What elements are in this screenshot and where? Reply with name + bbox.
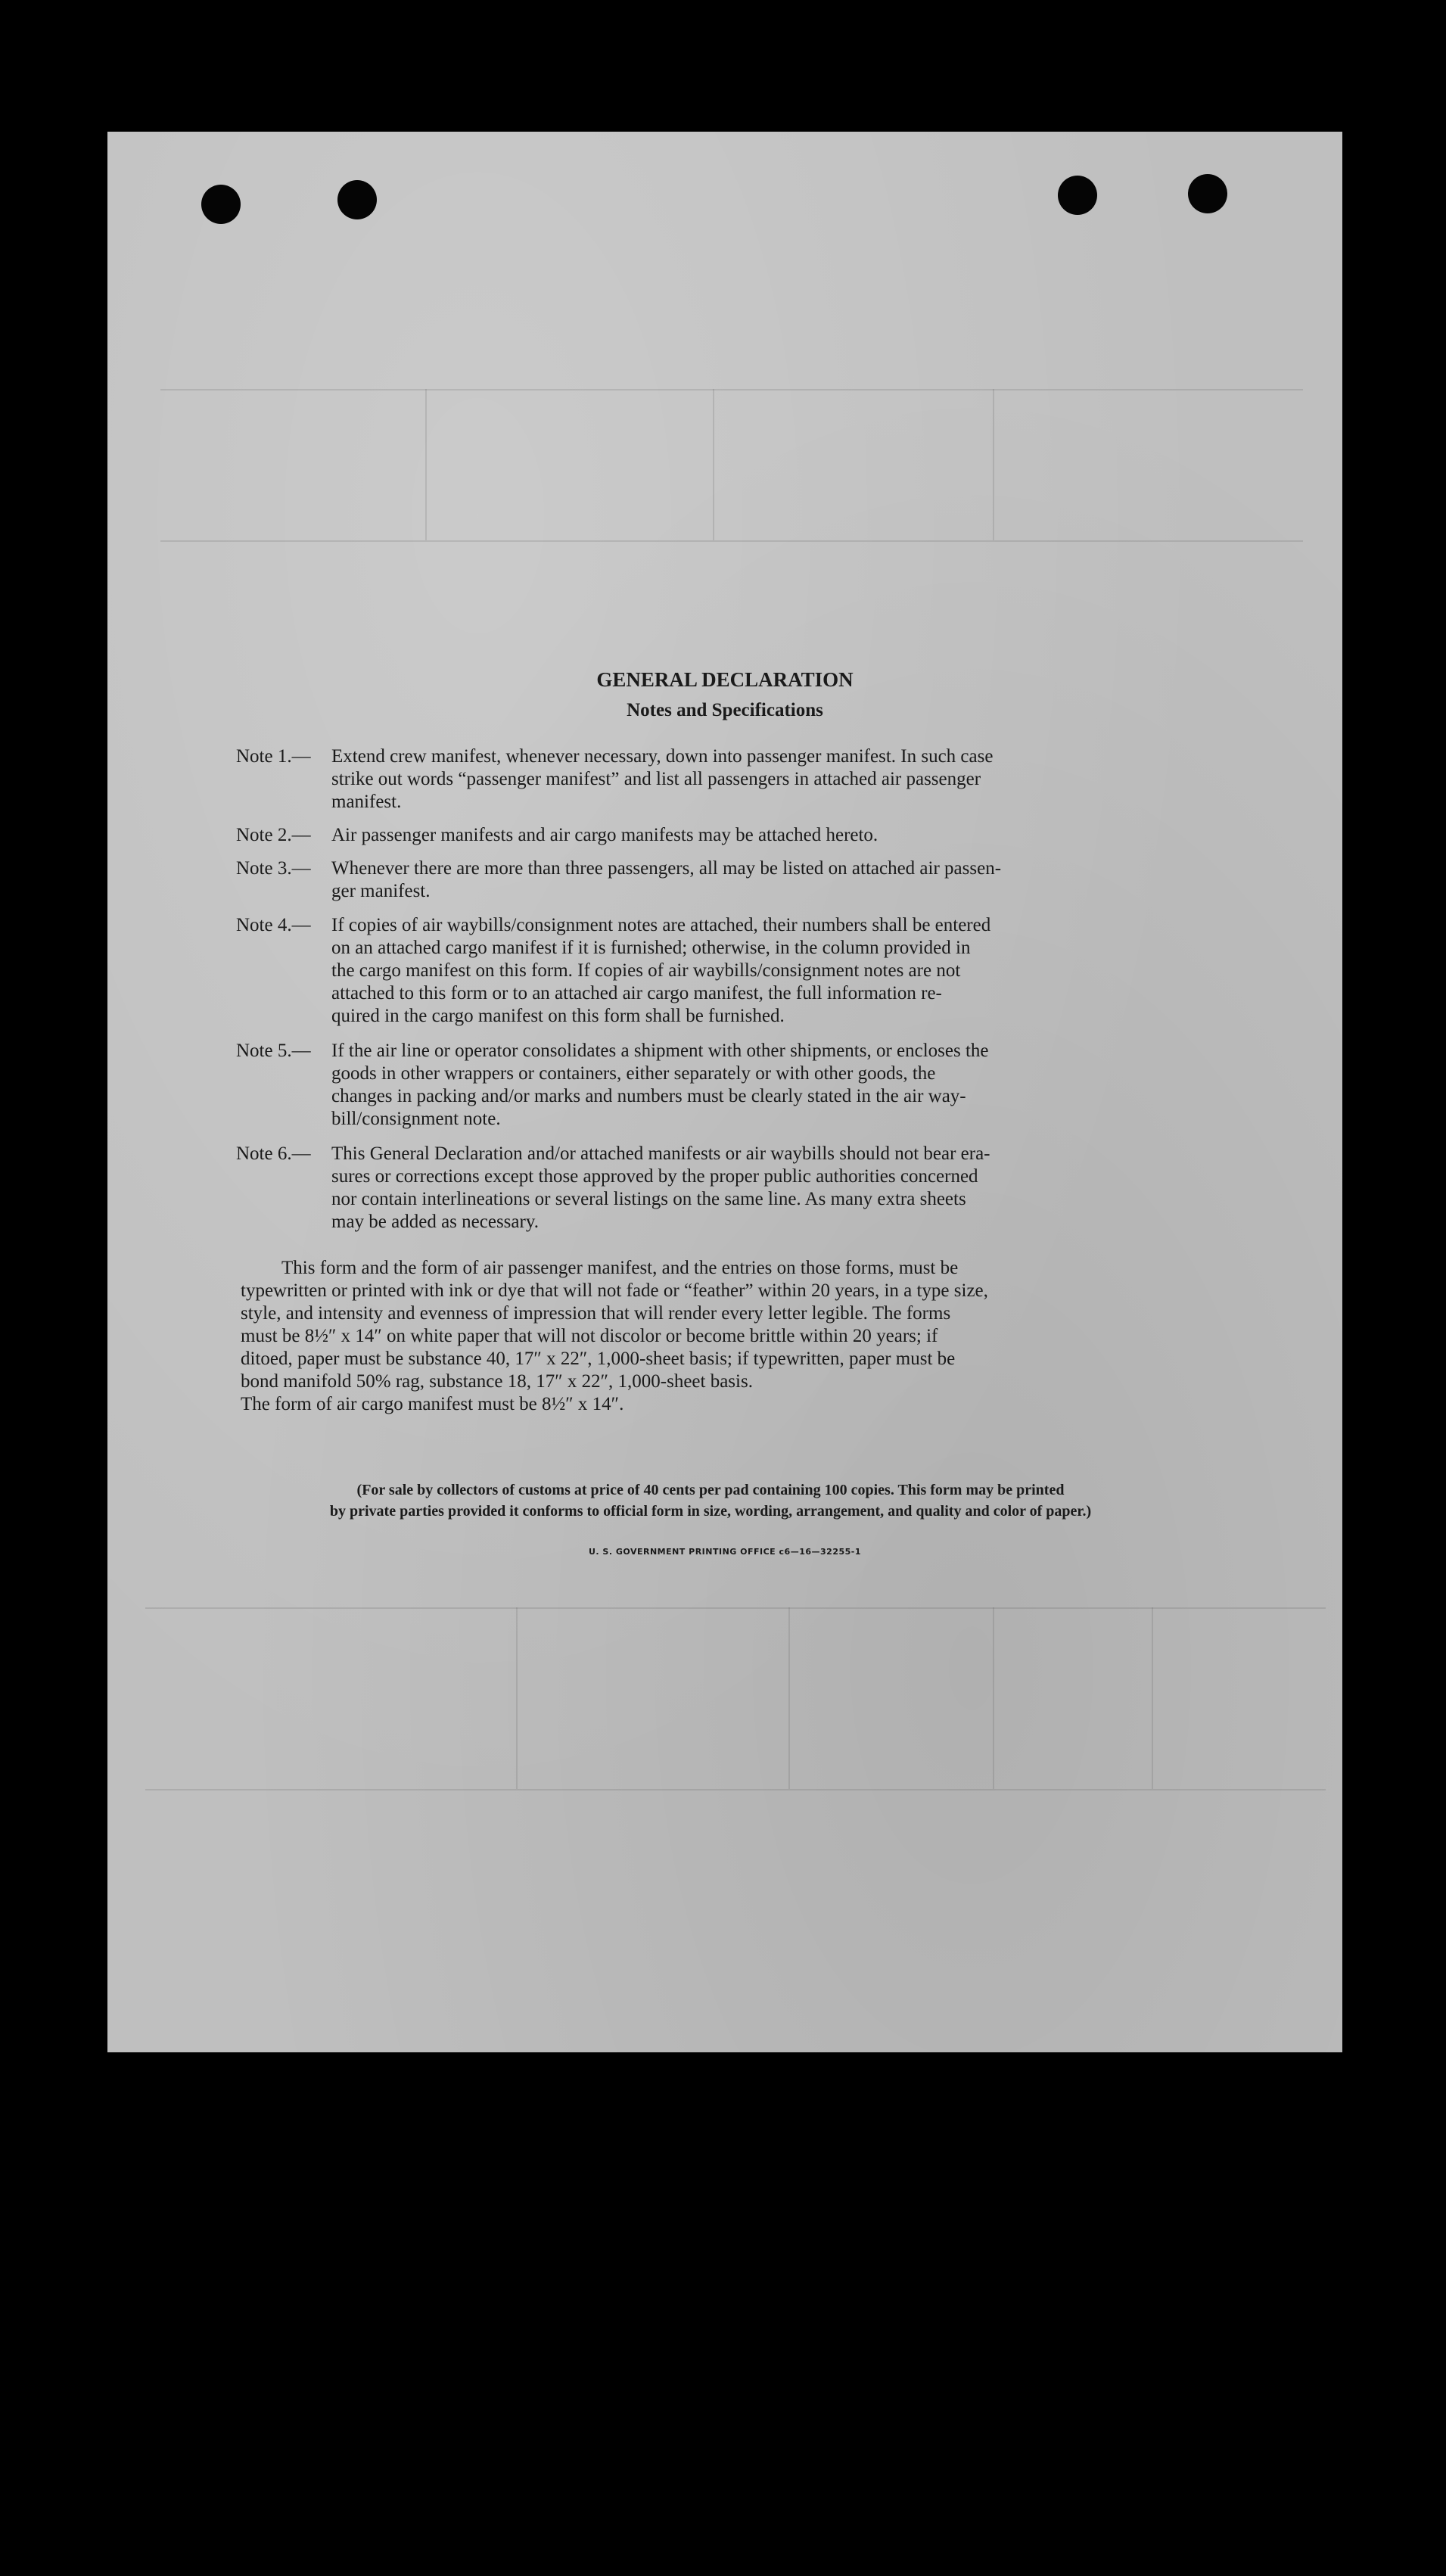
note-text: This General Declaration and/or attached manifests or air waybills should not bear era- sures or corrections except those approved by the proper public authorities concerned nor contain interlineations or several listings on the same line. As many extra sheets may be added as necessary. <box>331 1143 990 1232</box>
bleed-through-rule <box>160 389 1303 390</box>
note-text: Air passenger manifests and air cargo manifests may be attached hereto. <box>331 825 878 845</box>
bleed-through-rule <box>1152 1607 1153 1789</box>
note-label: Note 3.— <box>236 858 311 879</box>
bleed-through-rule <box>713 389 714 540</box>
note-6 <box>236 1143 1185 1234</box>
note-label: Note 6.— <box>236 1143 311 1164</box>
bleed-through-rule <box>425 389 427 540</box>
specification-paragraph: This form and the form of air passenger manifest, and the entries on those forms, must be typewritten or printed with ink or dye that will not fade or “feather” within 20 years, in a type size, style, and intensity and evenness of impression that will render every letter legible. The forms must be 8½″ x 14″ on white paper that will not discolor or become brittle within 20 years; if ditoed, paper must be substance 40, 17″ x 22″, 1,000-sheet basis; if typewritten, paper must be bond manifold 50% rag, substance 18, 17″ x 22″, 1,000-sheet basis. The form of air cargo manifest must be 8½″ x 14″. <box>241 1258 988 1414</box>
bleed-through-rule <box>788 1607 790 1789</box>
note-label: Note 1.— <box>236 746 311 767</box>
punch-hole <box>1058 176 1097 215</box>
bleed-through-rule <box>993 1607 994 1789</box>
punch-hole <box>1188 174 1227 213</box>
document-title: GENERAL DECLARATION <box>596 668 854 691</box>
note-2 <box>236 824 1185 847</box>
note-label: Note 5.— <box>236 1041 311 1061</box>
note-4 <box>236 914 1185 1028</box>
sale-notice: (For sale by collectors of customs at price of 40 cents per pad containing 100 copies. This form may be printed by private parties provided it conforms to official form in size, wording, arrangement, and quality and color of paper.) <box>329 1482 1092 1520</box>
bleed-through-rule <box>145 1789 1326 1790</box>
note-1 <box>236 745 1185 814</box>
printing-office-imprint: U. S. GOVERNMENT PRINTING OFFICE c6—16—32255-1 <box>588 1547 861 1557</box>
bleed-through-rule <box>516 1607 518 1789</box>
note-label: Note 2.— <box>236 825 311 845</box>
punch-hole <box>201 185 241 224</box>
note-3 <box>236 857 1185 903</box>
note-text: If the air line or operator consolidates a shipment with other shipments, or encloses the goods in other wrappers or containers, either separately or with other goods, the changes in packing and/or marks and numbers must be clearly stated in the air way- bill/consignment note. <box>331 1041 989 1129</box>
note-text: Whenever there are more than three passengers, all may be listed on attached air passen- ger manifest. <box>331 858 1002 901</box>
note-5 <box>236 1040 1185 1131</box>
bleed-through-rule <box>160 540 1303 542</box>
document-subtitle: Notes and Specifications <box>627 700 823 720</box>
note-label: Note 4.— <box>236 915 311 935</box>
bleed-through-rule <box>145 1607 1326 1609</box>
bleed-through-rule <box>993 389 994 540</box>
note-text: Extend crew manifest, whenever necessary, down into passenger manifest. In such case strike out words “passenger manifest” and list all passengers in attached air passenger manifest. <box>331 746 994 812</box>
note-text: If copies of air waybills/consignment notes are attached, their numbers shall be entered on an attached cargo manifest if it is furnished; otherwise, in the column provided in the cargo manifest on this form. If copies of air waybills/consignment notes are not attached to this form or to an attached air cargo manifest, the full information re- quired in the cargo manifest on this form shall be furnished. <box>331 915 991 1026</box>
punch-hole <box>337 180 377 219</box>
